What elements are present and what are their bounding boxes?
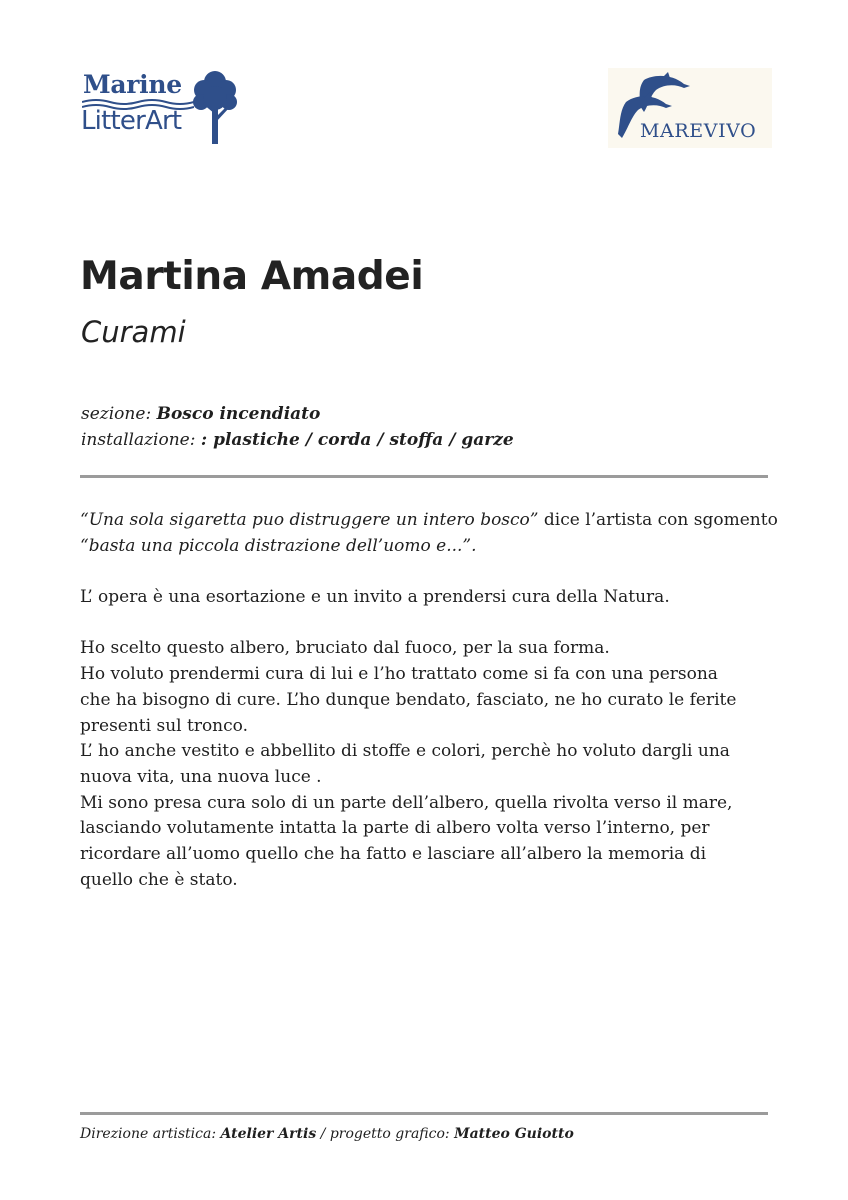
footer-separator: / bbox=[316, 1126, 330, 1142]
body-line: L’ ho anche vestito e abbellito di stoffe e colori, perchè ho voluto dargli una bbox=[80, 741, 730, 762]
marevivo-text: MAREVIVO bbox=[640, 120, 757, 142]
direction-label: Direzione artistica: bbox=[80, 1126, 217, 1142]
graphic-value: Matteo Guiotto bbox=[454, 1126, 574, 1142]
installation-label: installazione bbox=[81, 430, 190, 450]
top-divider bbox=[80, 475, 768, 478]
installation-line: installazione: : plastiche / corda / stoffa / garze bbox=[81, 430, 514, 450]
quote-line-1 bbox=[80, 508, 780, 534]
credits-footer bbox=[80, 1126, 574, 1142]
work-title: Curami bbox=[81, 315, 186, 349]
body-line: Ho scelto questo albero, bruciato dal fuoco, per la sua forma. bbox=[80, 638, 610, 659]
logo-marine-text: Marine bbox=[83, 70, 182, 99]
section-value: Bosco incendiato bbox=[156, 404, 321, 424]
body-line: quello che è stato. bbox=[80, 869, 238, 890]
body-line: presenti sul tronco. bbox=[80, 715, 248, 736]
body-line: ricordare all’uomo quello che ha fatto e lasciare all’albero la memoria di bbox=[80, 844, 707, 865]
logo-litterart-text: LitterArt bbox=[81, 106, 182, 136]
artist-name: Martina Amadei bbox=[80, 254, 424, 299]
body-line: Ho voluto prendermi cura di lui e l’ho trattato come si fa con una persona bbox=[80, 664, 718, 685]
tree-icon bbox=[193, 70, 237, 146]
section-line: sezione: Bosco incendiato bbox=[81, 404, 321, 424]
section-label: sezione bbox=[81, 404, 146, 424]
description-text bbox=[80, 508, 780, 894]
body-line: che ha bisogno di cure. L’ho dunque bendato, fasciato, ne ho curato le ferite bbox=[80, 689, 737, 710]
direction-value: Atelier Artis bbox=[220, 1126, 317, 1142]
quote-line-2: “basta una piccola distrazione dell’uomo e...”. bbox=[80, 535, 477, 556]
marine-litter-art-logo bbox=[80, 68, 240, 148]
marevivo-logo bbox=[608, 68, 772, 148]
installation-value: : plastiche / corda / stoffa / garze bbox=[200, 430, 514, 450]
quote-1-after: dice l’artista con sgomento bbox=[538, 510, 778, 530]
body-line: nuova vita, una nuova luce . bbox=[80, 767, 322, 787]
body-line: lasciando volutamente intatta la parte di albero volta verso l’interno, per bbox=[80, 818, 710, 839]
body-line: Mi sono presa cura solo di un parte dell’albero, quella rivolta verso il mare, bbox=[80, 792, 733, 813]
quote-1: “Una sola sigaretta puo distruggere un intero bosco” bbox=[80, 510, 539, 530]
paragraph-2: L’ opera è una esortazione e un invito a prendersi cura della Natura. bbox=[80, 587, 670, 608]
bottom-divider bbox=[80, 1112, 768, 1115]
graphic-label: progetto grafico: bbox=[329, 1126, 450, 1142]
